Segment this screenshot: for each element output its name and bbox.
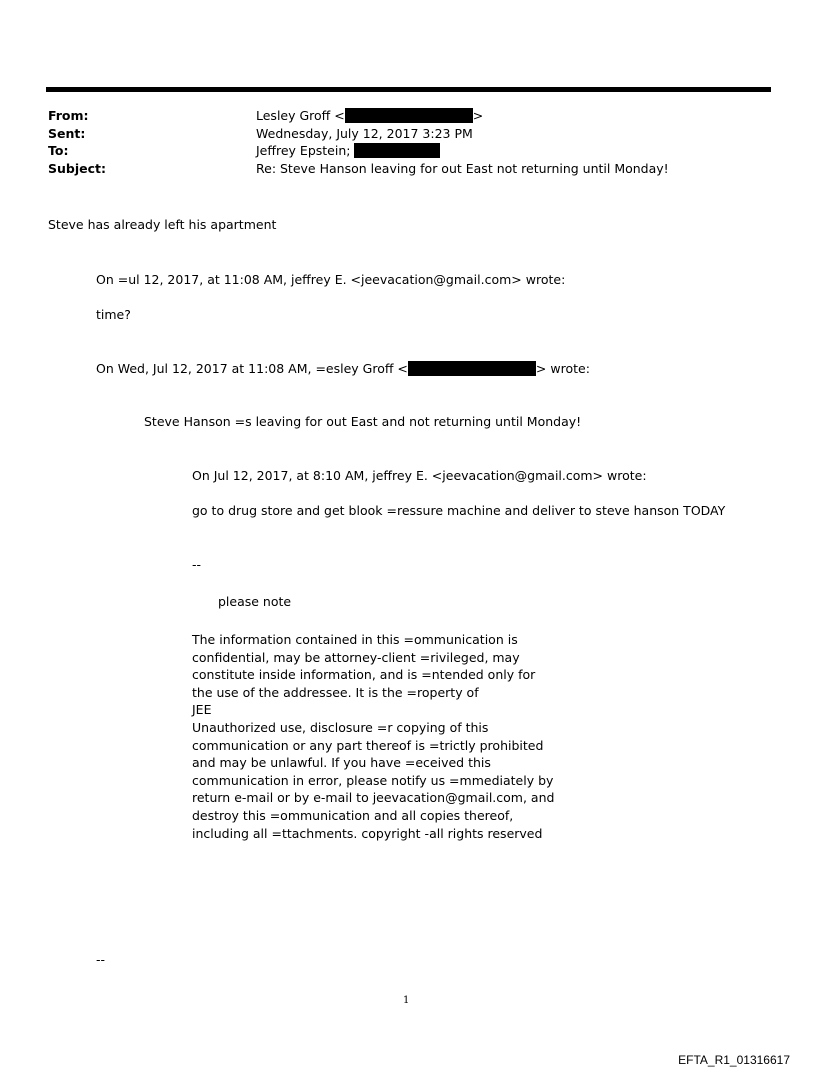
please-note: please note	[218, 594, 292, 609]
redaction-box	[345, 108, 473, 123]
quote1-text: time?	[96, 307, 131, 322]
disclaimer-line: communication or any part thereof is =trictly prohibited	[192, 737, 544, 753]
signature-dash: --	[192, 557, 202, 572]
quote1-header: On =ul 12, 2017, at 11:08 AM, jeffrey E. <jeevacation@gmail.com> wrote:	[96, 272, 566, 287]
from-label: From:	[48, 108, 89, 123]
from-value	[256, 107, 483, 125]
subject-value: Re: Steve Hanson leaving for out East not returning until Monday!	[256, 160, 669, 176]
quote3-header: On Jul 12, 2017, at 8:10 AM, jeffrey E. <jeevacation@gmail.com> wrote:	[192, 468, 647, 483]
from-close: >	[472, 108, 484, 123]
from-name: Lesley Groff <	[256, 108, 345, 123]
quote2-header	[96, 360, 590, 378]
disclaimer	[192, 631, 554, 842]
bottom-dash: --	[96, 952, 106, 967]
disclaimer-line: Unauthorized use, disclosure =r copying of this	[192, 719, 489, 735]
quote2-text: Steve Hanson =s leaving for out East and not returning until Monday!	[144, 414, 582, 429]
reply-text: Steve has already left his apartment	[48, 217, 277, 232]
disclaimer-line: communication in error, please notify us =mmediately by	[192, 772, 554, 788]
disclaimer-line: JEE	[192, 702, 212, 718]
sent-value: Wednesday, July 12, 2017 3:23 PM	[256, 125, 473, 141]
disclaimer-line: return e-mail or by e-mail to jeevacation@gmail.com, and	[192, 790, 555, 806]
to-label: To:	[48, 143, 69, 158]
header-rule	[46, 87, 771, 92]
disclaimer-line: and may be unlawful. If you have =eceived this	[192, 755, 491, 771]
disclaimer-line: constitute inside information, and is =ntended only for	[192, 667, 536, 683]
subject-label: Subject:	[48, 160, 106, 176]
disclaimer-line: destroy this =ommunication and all copies thereof,	[192, 807, 514, 823]
page-number: 1	[403, 995, 410, 1006]
disclaimer-line: The information contained in this =ommunication is	[192, 632, 518, 647]
sent-label: Sent:	[48, 125, 86, 141]
disclaimer-line: including all =ttachments. copyright -all rights reserved	[192, 825, 543, 841]
quote2-header-start: On Wed, Jul 12, 2017 at 11:08 AM, =esley Groff <	[96, 361, 408, 376]
document-id: EFTA_R1_01316617	[678, 1053, 790, 1067]
redaction-box	[408, 361, 536, 376]
disclaimer-line: confidential, may be attorney-client =rivileged, may	[192, 649, 520, 665]
disclaimer-line: the use of the addressee. It is the =roperty of	[192, 684, 479, 700]
to-value	[256, 142, 440, 160]
to-name: Jeffrey Epstein;	[256, 143, 351, 158]
quote2-header-end: > wrote:	[535, 361, 590, 376]
redaction-box	[354, 143, 440, 158]
quote3-text: go to drug store and get blook =ressure machine and deliver to steve hanson TODAY	[192, 503, 726, 518]
